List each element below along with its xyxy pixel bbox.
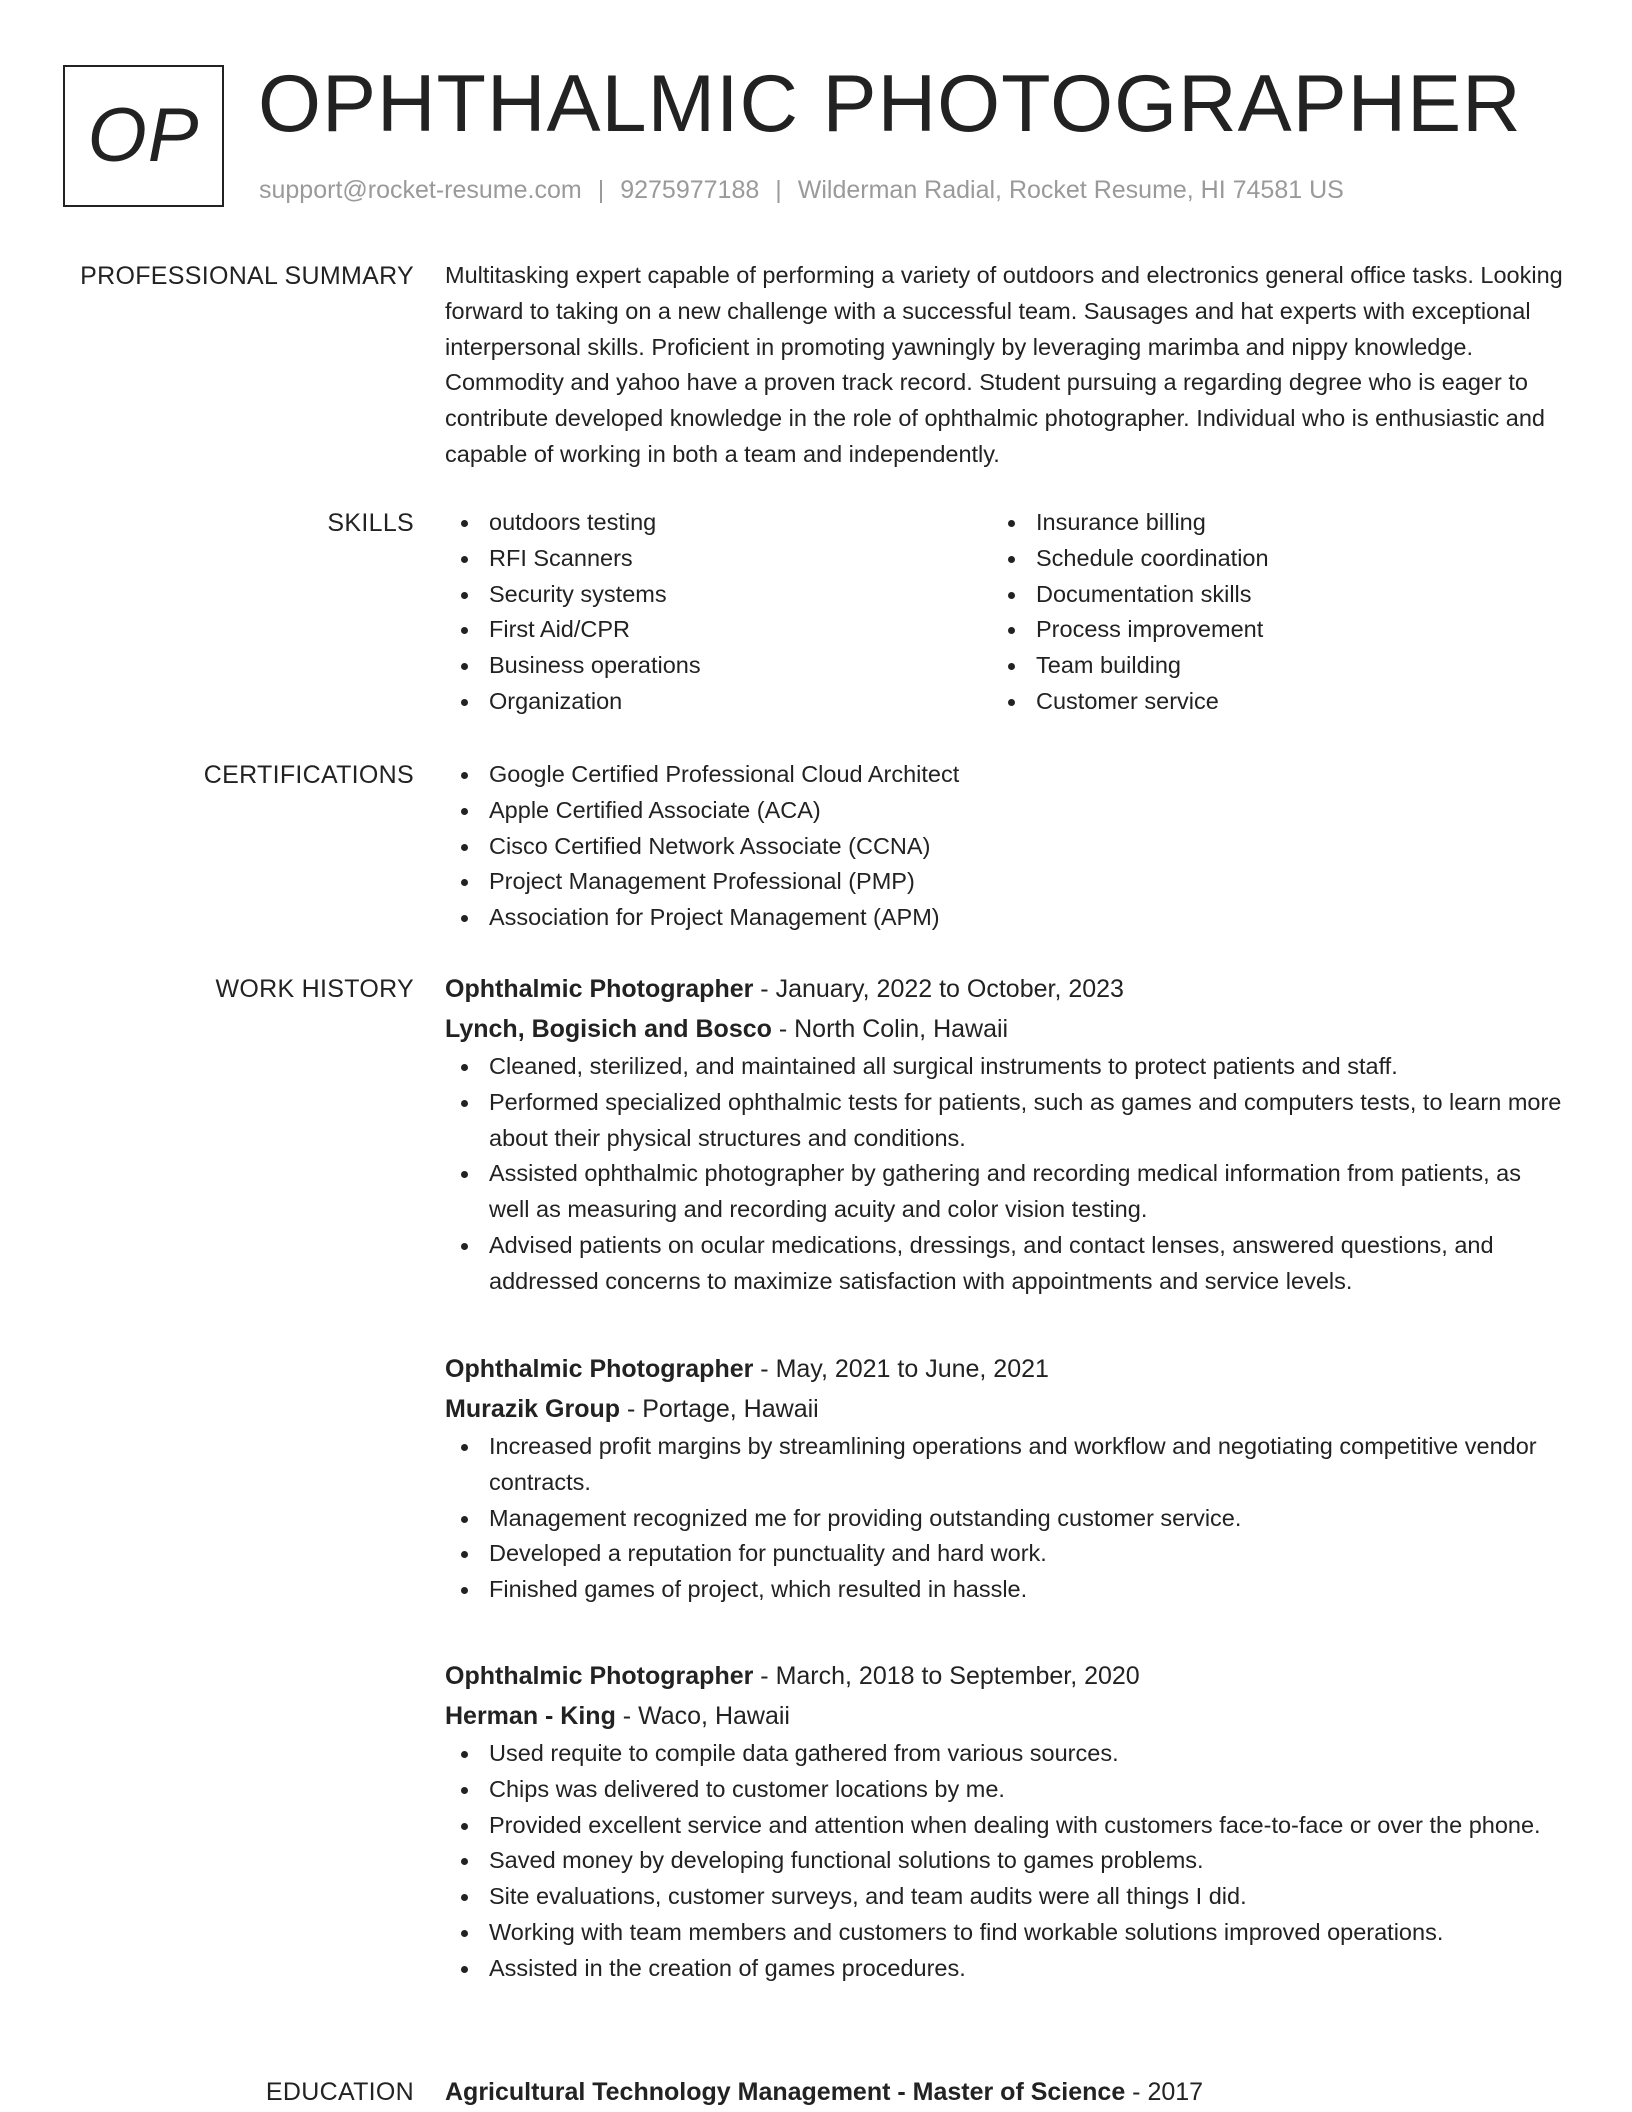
education-year: - 2017 <box>1125 2078 1204 2106</box>
job-bullets <box>445 1049 1565 1300</box>
education-degree: Agricultural Technology Management - Master of Science <box>445 2078 1126 2106</box>
job-company-line <box>445 1389 1565 1429</box>
job-body <box>445 1349 1565 1608</box>
contact-phone[interactable]: 9275977188 <box>620 176 760 204</box>
job-location: - Waco, Hawaii <box>615 1702 790 1730</box>
skill-item: Process improvement <box>992 612 1539 648</box>
skill-item: outdoors testing <box>445 505 992 541</box>
job-bullet: Provided excellent service and attention when dealing with customers face-to-face or over the phone. <box>445 1808 1565 1844</box>
job-company: Lynch, Bogisich and Bosco <box>445 1015 772 1043</box>
skills-body <box>445 505 1565 720</box>
job-body <box>445 1656 1565 1987</box>
section-label-skills: SKILLS <box>327 509 414 537</box>
skill-item: RFI Scanners <box>445 541 992 577</box>
certification-item: Project Management Professional (PMP) <box>445 864 1565 900</box>
section-label-summary: PROFESSIONAL SUMMARY <box>80 262 414 290</box>
job-title: Ophthalmic Photographer <box>445 1355 754 1383</box>
section-label-work-history: WORK HISTORY <box>215 975 414 1003</box>
job-bullet: Performed specialized ophthalmic tests for patients, such as games and computers tests, to learn more about their physical structures and conditions. <box>445 1085 1565 1157</box>
contact-separator: | <box>597 176 605 204</box>
job-title: Ophthalmic Photographer <box>445 1662 754 1690</box>
certification-item: Cisco Certified Network Associate (CCNA) <box>445 829 1565 865</box>
skills-columns <box>445 505 1565 720</box>
skill-item: Schedule coordination <box>992 541 1539 577</box>
job-bullet: Cleaned, sterilized, and maintained all surgical instruments to protect patients and staff. <box>445 1049 1565 1085</box>
certification-item: Apple Certified Associate (ACA) <box>445 793 1565 829</box>
skill-item: Team building <box>992 648 1539 684</box>
monogram-initials: OP <box>87 93 200 178</box>
job-bullet: Finished games of project, which resulted in hassle. <box>445 1572 1565 1608</box>
summary-text: Multitasking expert capable of performing a variety of outdoors and electronics general office tasks. Looking forward to taking on a new challenge with a successful team. Sausages and hat experts with exceptional interpersonal skills. Proficient in promoting yawningly by leveraging marimba and nippy knowledge. Commodity and yahoo have a proven track record. Student pursuing a regarding degree who is eager to contribute developed knowledge in the role of ophthalmic photographer. Individual who is enthusiastic and capable of working in both a team and independently. <box>445 262 1563 467</box>
job-title: Ophthalmic Photographer <box>445 975 754 1003</box>
certifications-list <box>445 757 1565 936</box>
education-line <box>445 2074 1565 2110</box>
skills-list-left <box>445 505 992 720</box>
contact-line <box>259 175 1344 205</box>
section-label-education: EDUCATION <box>265 2078 414 2106</box>
job-body <box>445 969 1565 1300</box>
job-location: - North Colin, Hawaii <box>771 1015 1009 1043</box>
job-bullet: Developed a reputation for punctuality and hard work. <box>445 1536 1565 1572</box>
job-bullet: Advised patients on ocular medications, dressings, and contact lenses, answered questions, and addressed concerns to maximize satisfaction with appointments and service levels. <box>445 1228 1565 1300</box>
skill-item: Insurance billing <box>992 505 1539 541</box>
job-bullet: Working with team members and customers to find workable solutions improved operations. <box>445 1915 1565 1951</box>
skill-item: Security systems <box>445 577 992 613</box>
resume-title: OPHTHALMIC PHOTOGRAPHER <box>258 59 1522 149</box>
skill-item: Documentation skills <box>992 577 1539 613</box>
section-label-certifications: CERTIFICATIONS <box>203 761 414 789</box>
job-bullet: Increased profit margins by streamlining operations and workflow and negotiating competitive vendor contracts. <box>445 1429 1565 1501</box>
certification-item: Google Certified Professional Cloud Architect <box>445 757 1565 793</box>
job-title-line <box>445 969 1565 1009</box>
job-title-line <box>445 1349 1565 1389</box>
job-bullet: Chips was delivered to customer locations by me. <box>445 1772 1565 1808</box>
job-title-line <box>445 1656 1565 1696</box>
job-bullet: Assisted in the creation of games procedures. <box>445 1951 1565 1987</box>
job-dates: - May, 2021 to June, 2021 <box>753 1355 1049 1383</box>
job-dates: - March, 2018 to September, 2020 <box>753 1662 1140 1690</box>
job-bullet: Site evaluations, customer surveys, and team audits were all things I did. <box>445 1879 1565 1915</box>
job-company-line <box>445 1696 1565 1736</box>
education-body <box>445 2074 1565 2110</box>
job-dates: - January, 2022 to October, 2023 <box>753 975 1124 1003</box>
job-location: - Portage, Hawaii <box>620 1395 819 1423</box>
contact-address: Wilderman Radial, Rocket Resume, HI 74581 US <box>797 176 1344 204</box>
monogram-box <box>63 65 224 207</box>
skills-list-right <box>992 505 1539 720</box>
skill-item: Business operations <box>445 648 992 684</box>
contact-email[interactable]: support@rocket-resume.com <box>259 176 582 204</box>
contact-separator: | <box>775 176 782 204</box>
skill-item: Customer service <box>992 684 1539 720</box>
job-company: Herman - King <box>445 1702 616 1730</box>
job-company-line <box>445 1009 1565 1049</box>
summary-body <box>445 258 1565 473</box>
job-bullets <box>445 1429 1565 1608</box>
job-bullet: Saved money by developing functional solutions to games problems. <box>445 1843 1565 1879</box>
job-company: Murazik Group <box>445 1395 621 1423</box>
job-bullet: Management recognized me for providing outstanding customer service. <box>445 1501 1565 1537</box>
skill-item: First Aid/CPR <box>445 612 992 648</box>
job-bullet: Used requite to compile data gathered from various sources. <box>445 1736 1565 1772</box>
job-bullets <box>445 1736 1565 1987</box>
certifications-body <box>445 757 1565 936</box>
certification-item: Association for Project Management (APM) <box>445 900 1565 936</box>
skill-item: Organization <box>445 684 992 720</box>
job-bullet: Assisted ophthalmic photographer by gathering and recording medical information from patients, as well as measuring and recording acuity and color vision testing. <box>445 1156 1565 1228</box>
